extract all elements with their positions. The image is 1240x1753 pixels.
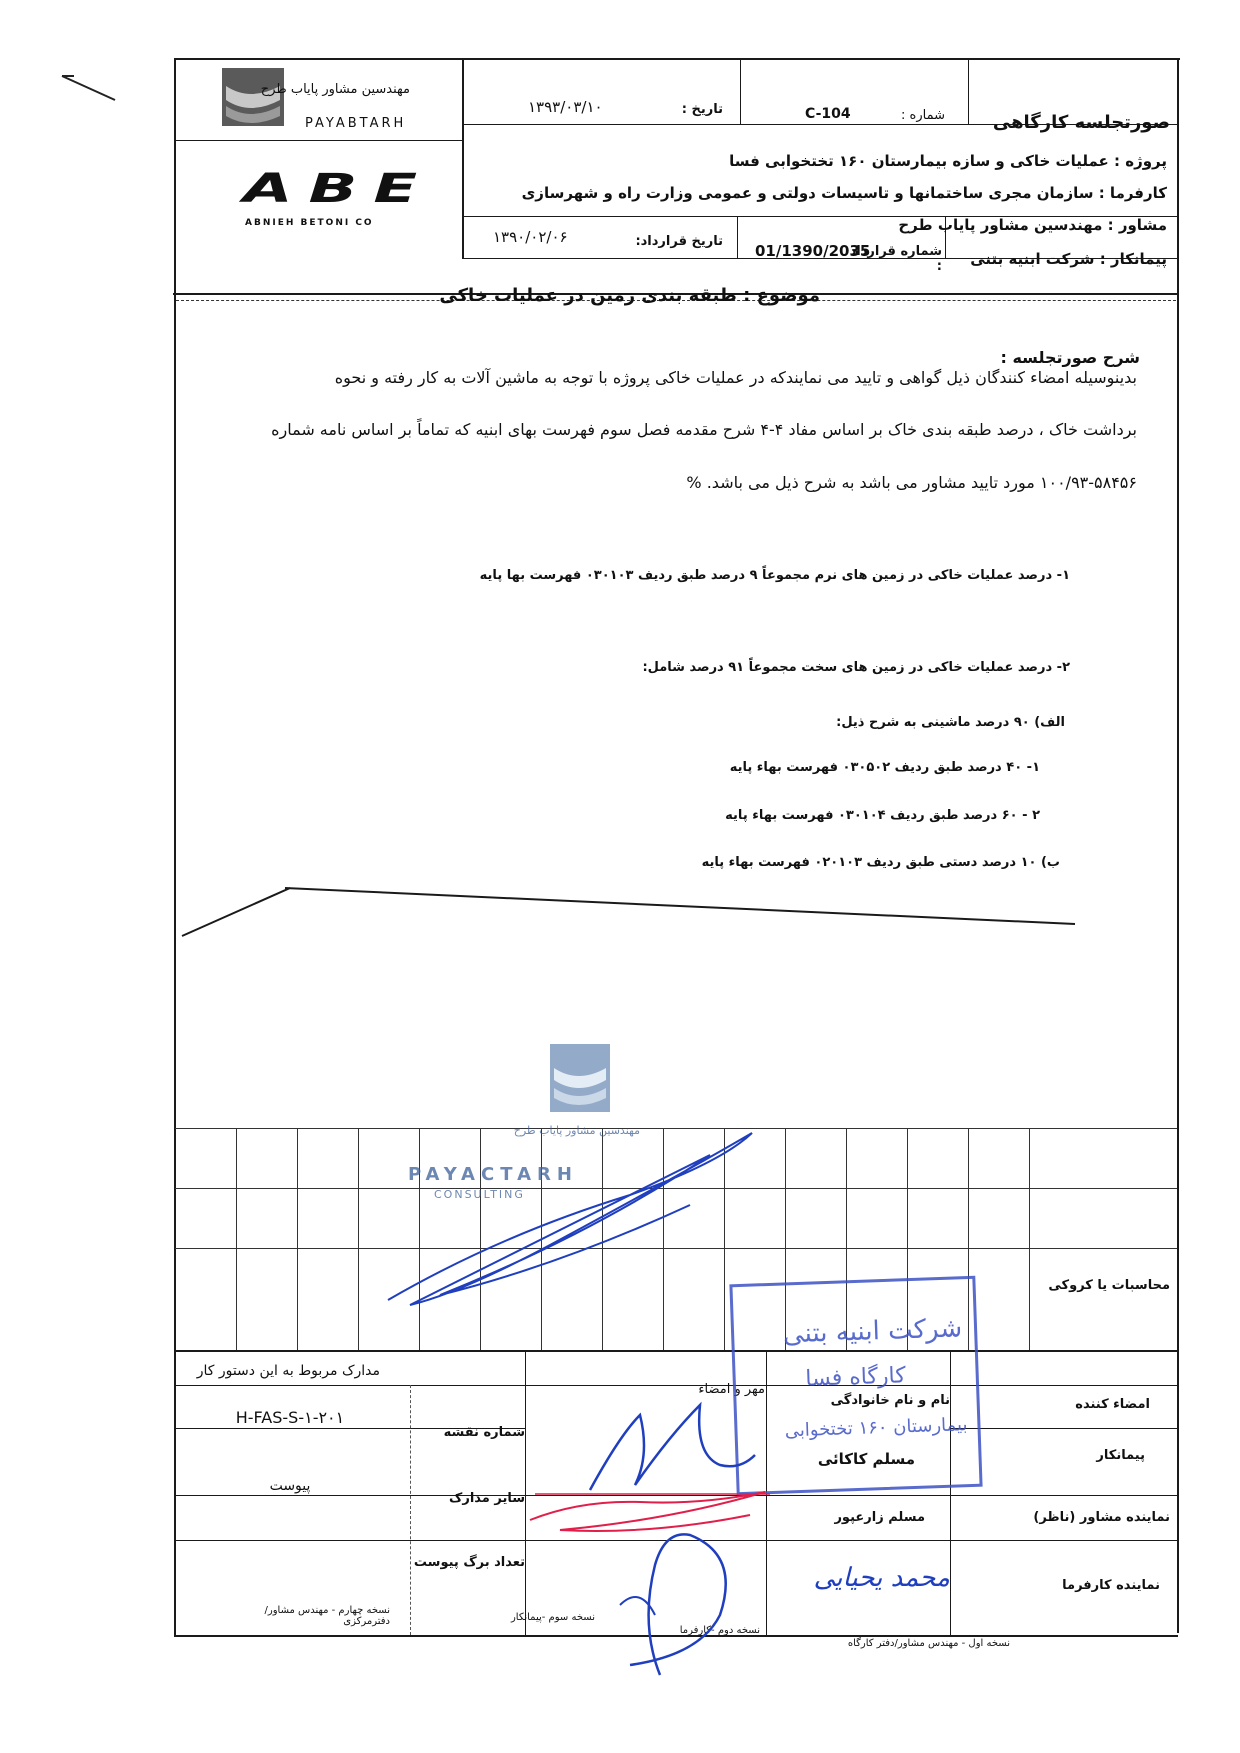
item-1: ۱- درصد عملیات خاکی در زمین های نرم مجموعاً ۹ درصد طبق ردیف ۰۳۰۱۰۳ فهرست بها پایه <box>479 568 1070 583</box>
date-value: ۱۳۹۳/۰۳/۱۰ <box>528 98 603 116</box>
row-contractor: پیمانکار <box>1096 1448 1145 1463</box>
col-sign: مهر و امضاء <box>698 1382 765 1397</box>
payab-tarh-logo <box>220 66 460 136</box>
abnieh-logo-mark: ABE <box>243 166 434 212</box>
col-signer: امضاء کننده <box>1075 1397 1150 1412</box>
attach-count-label: تعداد برگ پیوست <box>413 1555 525 1570</box>
map-no-value: H-FAS-S-۱-۲۰۱ <box>235 1408 345 1427</box>
consultant-line: مشاور : مهندسین مشاور پایاب طرح <box>898 216 1167 234</box>
body-line-3: ۱۰۰/۹۳-۵۸۴۵۶ مورد تایید مشاور می باشد به شرح ذیل می باشد. % <box>686 473 1137 492</box>
item-2a-1: ۱- ۴۰ درصد طبق ردیف ۰۳۰۵۰۲ فهرست بهاء پایه <box>729 760 1040 775</box>
number-value: C-104 <box>805 106 851 122</box>
contract-no-label: شماره قرارداد : <box>849 244 942 274</box>
subject: موضوع : طبقه بندی زمین در عملیات خاکی <box>439 285 820 306</box>
contract-no-value: 01/1390/2035 <box>755 242 871 260</box>
copy-1: نسخه اول - مهندس مشاور/دفتر کارگاه <box>847 1638 1010 1649</box>
stamp-payab-sub: CONSULTING <box>434 1188 525 1201</box>
item-2a: الف) ۹۰ درصد ماشینی به شرح ذیل: <box>836 715 1065 730</box>
copy-3: نسخه سوم -پیمانکار <box>510 1612 595 1623</box>
calc-label: محاسبات یا کروکی <box>1030 1278 1170 1293</box>
payab-logo-fa: مهندسین مشاور پایاب طرح <box>260 82 410 97</box>
payab-logo-en: PAYABTARH <box>305 116 407 131</box>
pen-tick-mark <box>60 70 120 110</box>
contractor-name: مسلم کاکائی <box>817 1450 915 1468</box>
contractor-stamp <box>729 1276 982 1495</box>
row-consultant: نماینده مشاور (ناظر) <box>1033 1510 1170 1525</box>
contract-date-label: تاریخ قرارداد: <box>635 234 723 249</box>
copy-2: نسخه دوم -کارفرما <box>679 1625 760 1636</box>
consultant-name: مسلم زارعپور <box>834 1510 925 1525</box>
body-line-1: بدینوسیله امضاء کنندگان ذیل گواهی و تایید می نمایندکه در عملیات خاکی پروژه با توجه به ماشین آلات به کار رفته و نحوه <box>334 368 1137 387</box>
number-label: شماره : <box>901 108 945 123</box>
project-line: پروژه : عملیات خاکی و سازه بیمارستان ۱۶۰ تختخوابی فسا <box>729 152 1167 170</box>
employer-signature <box>600 1525 750 1685</box>
col-docs: مدارک مربوط به این دستور کار <box>196 1363 380 1379</box>
other-docs-label: سایر مدارک <box>449 1491 525 1506</box>
abnieh-betoni-logo <box>235 166 434 230</box>
employer-name: محمد یحیایی <box>813 1563 950 1593</box>
consultant-signature <box>380 1125 760 1315</box>
stamp-payab-fa: مهندسین مشاور پایاب طرح <box>513 1124 640 1137</box>
row-employer: نماینده کارفرما <box>1062 1578 1160 1593</box>
contractor-stamp-line2: کارگاه فسا <box>804 1363 907 1392</box>
stamp-payab-en: PAYACTARH <box>408 1164 578 1185</box>
contractor-stamp-line1: شرکت ابنیه بتنی <box>782 1313 963 1350</box>
contractor-line: پیمانکار : شرکت ابنیه بتنی <box>970 250 1167 268</box>
description-label: شرح صورتجلسه : <box>1000 348 1140 367</box>
body-line-2: برداشت خاک ، درصد طبقه بندی خاک بر اساس مفاد ۴-۴ شرح مقدمه فصل سوم فهرست بهای ابنیه که تماماً بر اساس نامه شماره <box>271 420 1137 439</box>
item-2: ۲- درصد عملیات خاکی در زمین های سخت مجموعاً ۹۱ درصد شامل: <box>642 660 1070 675</box>
contractor-stamp-line3: بیمارستان ۱۶۰ تختخوابی <box>784 1414 968 1442</box>
item-2b: ب) ۱۰ درصد دستی طبق ردیف ۰۲۰۱۰۳ فهرست بهاء پایه <box>701 855 1060 870</box>
payab-wave-icon <box>220 66 290 136</box>
abnieh-logo-en: ABNIEH BETONI CO <box>245 218 374 228</box>
stamp-wave-icon <box>548 1040 618 1120</box>
item-2a-2: ۲ - ۶۰ درصد طبق ردیف ۰۳۰۱۰۴ فهرست بهاء پایه <box>725 808 1040 823</box>
employer-line: کارفرما : سازمان مجری ساختمانها و تاسیسات دولتی و عمومی وزارت راه و شهرسازی <box>521 184 1167 202</box>
doc-title: صورتجلسه کارگاهی <box>992 112 1170 133</box>
closing-strike-lines <box>180 880 1080 940</box>
map-no-label: شماره نقشه <box>443 1425 525 1440</box>
col-name: نام و نام خانوادگی <box>830 1393 950 1408</box>
contract-date-value: ۱۳۹۰/۰۲/۰۶ <box>493 228 568 246</box>
date-label: تاریخ : <box>681 102 723 117</box>
other-docs-value: پیوست <box>269 1478 311 1494</box>
copy-4: نسخه چهارم - مهندس مشاور/دفترمرکزی <box>264 1605 390 1627</box>
